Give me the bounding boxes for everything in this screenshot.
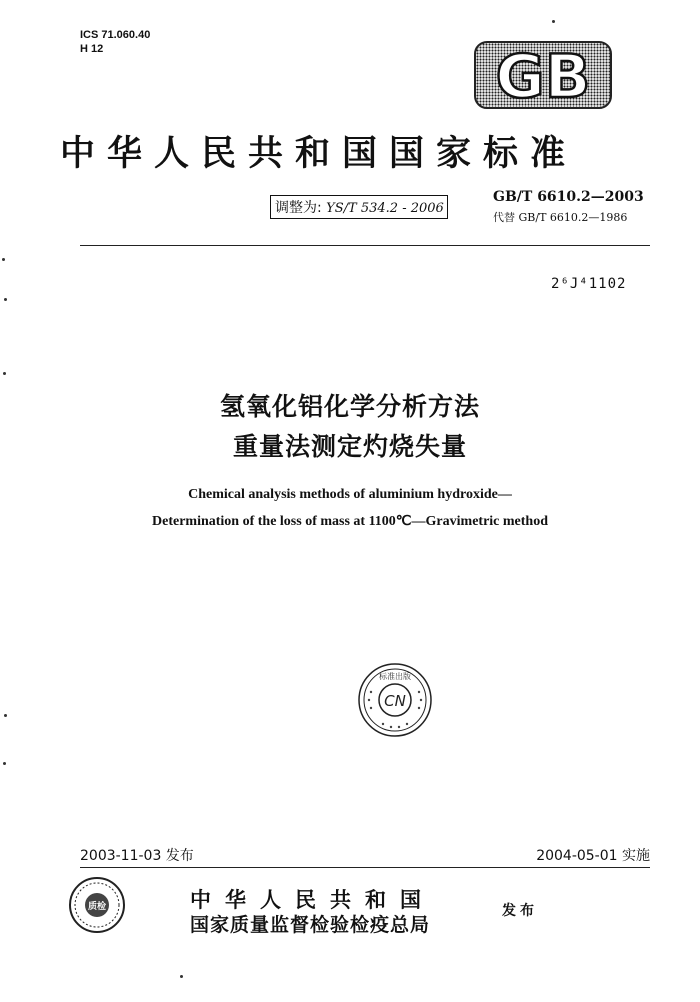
class-code: H 12	[80, 43, 104, 55]
gb-logo-text: GB	[495, 42, 591, 110]
gb-logo	[473, 40, 613, 110]
issuer-line-1: 中华人民共和国	[190, 888, 435, 912]
seal-center-text: CN	[384, 692, 406, 710]
national-standard-title: 中华人民共和国国家标准	[60, 134, 578, 174]
scan-speck	[2, 258, 5, 261]
stamp-number: 2⁶J⁴1102	[551, 276, 627, 292]
implementation-date: 2004-05-01 实施	[536, 848, 650, 864]
english-title-line-2: Determination of the loss of mass at 1100℃—Gravimetric method	[152, 514, 548, 529]
header-divider	[80, 245, 650, 246]
ics-code: ICS 71.060.40	[80, 29, 151, 41]
scan-speck	[552, 20, 555, 23]
standard-number: GB/T 6610.2—2003	[493, 189, 644, 205]
chinese-title-line-1: 氢氧化铝化学分析方法	[219, 392, 480, 421]
publisher-seal	[357, 662, 433, 738]
english-title-line-1: Chemical analysis methods of aluminium hydroxide—	[188, 487, 512, 502]
issuer-line-2: 国家质量监督检验检疫总局	[190, 914, 431, 936]
aqsiq-seal	[68, 876, 126, 934]
scan-speck	[3, 372, 6, 375]
seal-ring-text: 标准出版	[379, 672, 411, 681]
aqsiq-seal-text: 质检	[87, 902, 107, 912]
replaces-standard: 代替 GB/T 6610.2—1986	[493, 211, 628, 224]
scan-speck	[3, 762, 6, 765]
footer-divider	[80, 867, 650, 868]
ics-classification	[80, 28, 150, 56]
scan-speck	[180, 975, 183, 978]
adjustment-label: 调整为:	[275, 200, 322, 216]
scan-speck	[4, 714, 7, 717]
issue-action: 发布	[502, 903, 538, 919]
adjustment-value: YS/T 534.2 - 2006	[326, 201, 444, 216]
scan-speck	[4, 298, 7, 301]
chinese-title-line-2: 重量法测定灼烧失量	[232, 432, 467, 461]
issue-date: 2003-11-03 发布	[80, 848, 194, 864]
adjustment-note	[270, 195, 448, 219]
